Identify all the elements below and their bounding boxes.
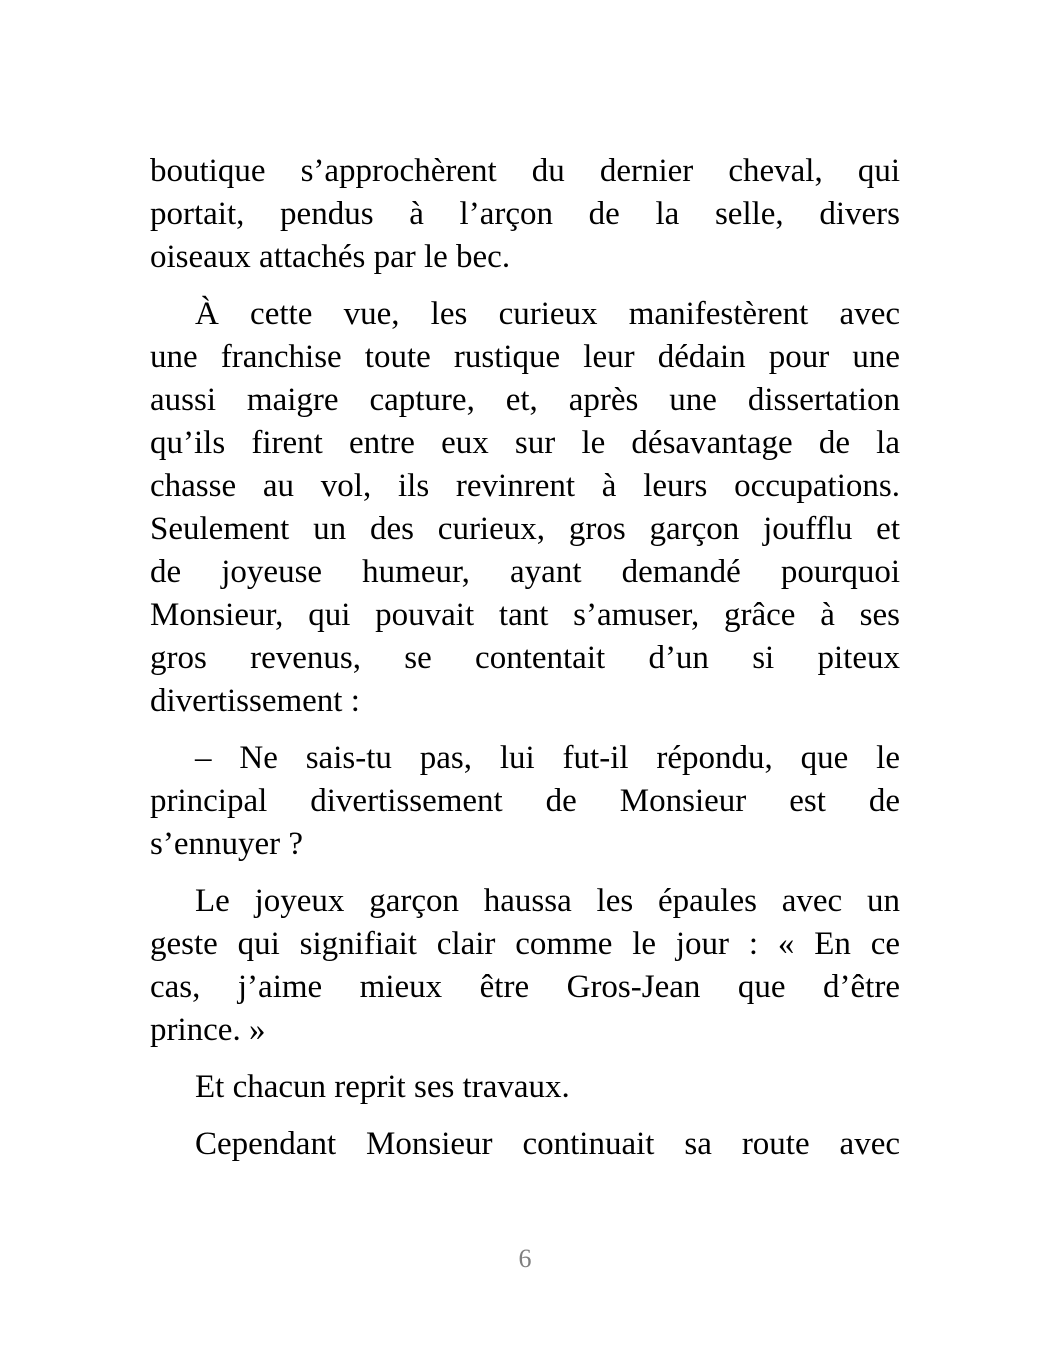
paragraph: [150, 737, 900, 866]
text-line: principal divertissement de Monsieur est de: [150, 783, 900, 819]
paragraph: [150, 1066, 900, 1109]
text-line: Cependant Monsieur continuait sa route avec: [195, 1126, 900, 1162]
text-line: geste qui signifiait clair comme le jour : « En ce: [150, 926, 900, 962]
text-line: chasse au vol, ils revinrent à leurs occupations.: [150, 468, 900, 504]
text-line: À cette vue, les curieux manifestèrent avec: [195, 296, 900, 332]
text-line: portait, pendus à l’arçon de la selle, divers: [150, 196, 900, 232]
page-number: 6: [518, 1244, 532, 1273]
paragraph: [150, 880, 900, 1052]
text-line: oiseaux attachés par le bec.: [150, 239, 511, 275]
paragraph: [150, 1123, 900, 1166]
text-line: boutique s’approchèrent du dernier cheval, qui: [150, 153, 900, 189]
text-line: aussi maigre capture, et, après une dissertation: [150, 382, 900, 418]
text-line: divertissement :: [150, 683, 360, 719]
text-line: Seulement un des curieux, gros garçon joufflu et: [150, 511, 900, 547]
text-line: gros revenus, se contentait d’un si piteux: [150, 640, 900, 676]
text-line: de joyeuse humeur, ayant demandé pourquoi: [150, 554, 900, 590]
text-line: – Ne sais-tu pas, lui fut-il répondu, que le: [195, 740, 900, 776]
text-line: une franchise toute rustique leur dédain pour une: [150, 339, 900, 375]
text-line: prince. »: [150, 1012, 266, 1048]
text-line: qu’ils firent entre eux sur le désavantage de la: [150, 425, 900, 461]
text-line: Et chacun reprit ses travaux.: [195, 1069, 570, 1105]
page-body-text: [150, 150, 900, 1180]
text-line: s’ennuyer ?: [150, 826, 304, 862]
text-line: Monsieur, qui pouvait tant s’amuser, grâce à ses: [150, 597, 900, 633]
text-line: Le joyeux garçon haussa les épaules avec un: [195, 883, 900, 919]
paragraph: [150, 293, 900, 723]
text-line: cas, j’aime mieux être Gros-Jean que d’être: [150, 969, 900, 1005]
paragraph: [150, 150, 900, 279]
